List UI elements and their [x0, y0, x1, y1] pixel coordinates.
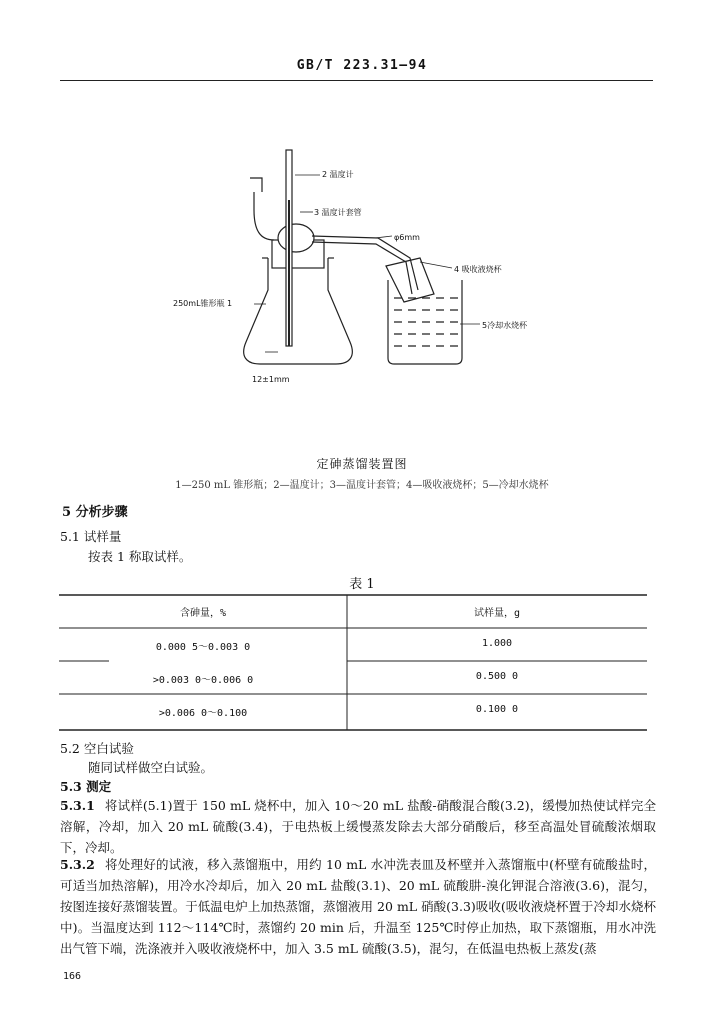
header-rule	[60, 80, 653, 81]
table-cell-r1c2: 1.000	[481, 638, 513, 649]
distillation-apparatus-diagram	[150, 140, 570, 400]
table-cell-r3c1: >0.006 0～0.100	[158, 708, 248, 719]
label-absorb-beaker: 4 吸收液烧杯	[454, 265, 502, 274]
section-5-3-2-number: 5.3.2	[60, 857, 95, 872]
page-number: 166	[63, 971, 82, 982]
table-header-sample-mass: 试样量，g	[473, 608, 521, 619]
label-flask: 250mL锥形瓶 1	[173, 299, 233, 308]
section-5-2-heading: 5.2 空白试验	[60, 741, 134, 756]
label-cooling-beaker: 5冷却水烧杯	[482, 321, 528, 330]
thermometer-sleeve	[278, 224, 314, 252]
figure-legend: 1—250 mL 锥形瓶；2—温度计；3—温度计套管；4—吸收液烧杯；5—冷却水烧杯	[175, 480, 549, 491]
table-cell-r1c1: 0.000 5～0.003 0	[155, 642, 251, 653]
conical-flask	[244, 258, 353, 364]
section-5-3-heading: 5.3 测定	[60, 779, 112, 794]
section-5-3-2-paragraph	[60, 854, 656, 959]
table-cell-r3c2: 0.100 0	[475, 704, 519, 715]
table-1	[59, 594, 647, 731]
label-thermometer: 2 温度计	[322, 170, 354, 179]
figure-title: 定砷蒸馏装置图	[316, 457, 408, 471]
section-5-3-2-text: 将处理好的试液，移入蒸馏瓶中，用约 10 mL 水冲洗表皿及杯壁并入蒸馏瓶中(杯壁有硫酸盐时，可适当加热溶解)，用冷水冷却后，加入 20 mL 盐酸(3.1)、20 mL 硫酸肼-溴化钾混合溶液(3.6)，混匀，按图连接好蒸馏装置。于低温电炉上加热蒸馏，蒸馏液用 20 mL 硝酸(3.3)吸收(吸收液烧杯置于冷却水烧杯中)。当温度达到 112～114℃时，蒸馏约 20 min 后，升温至 125℃时停止加热，取下蒸馏瓶，用水冲洗出气管下端，洗涤液并入吸收液烧杯中，加入 3.5 mL 硫酸(3.5)，混匀，在低温电热板上蒸发(蒸	[60, 857, 656, 956]
absorption-beaker	[386, 258, 434, 302]
dropping-funnel	[250, 178, 274, 240]
label-tube-diameter: φ6mm	[394, 233, 420, 242]
label-thermometer-sleeve: 3 温度计套管	[314, 208, 362, 217]
table-cell-r2c1: >0.003 0～0.006 0	[152, 675, 254, 686]
section-5-2-text: 随同试样做空白试验。	[88, 760, 214, 775]
section-5-3-1-number: 5.3.1	[60, 798, 95, 813]
section-5-3-1-paragraph	[60, 795, 656, 858]
table-header-arsenic: 含砷量，%	[179, 608, 227, 619]
standard-code-header: GB/T 223.31—94	[296, 58, 428, 73]
label-distance: 12±1mm	[252, 375, 290, 384]
section-5-1-heading: 5.1 试样量	[60, 529, 122, 544]
table-1-title: 表 1	[349, 577, 375, 592]
section-5-1-text: 按表 1 称取试样。	[88, 549, 192, 564]
section-5-3-1-text: 将试样(5.1)置于 150 mL 烧杯中，加入 10～20 mL 盐酸-硝酸混合酸(3.2)，缓慢加热使试样完全溶解，冷却，加入 20 mL 硫酸(3.4)，于电热板上缓慢蒸发除去大部分硝酸后，移至高温处冒硫酸浓烟取下，冷却。	[60, 798, 656, 855]
section-5-heading: 5 分析步骤	[62, 505, 128, 520]
table-cell-r2c2: 0.500 0	[475, 671, 519, 682]
